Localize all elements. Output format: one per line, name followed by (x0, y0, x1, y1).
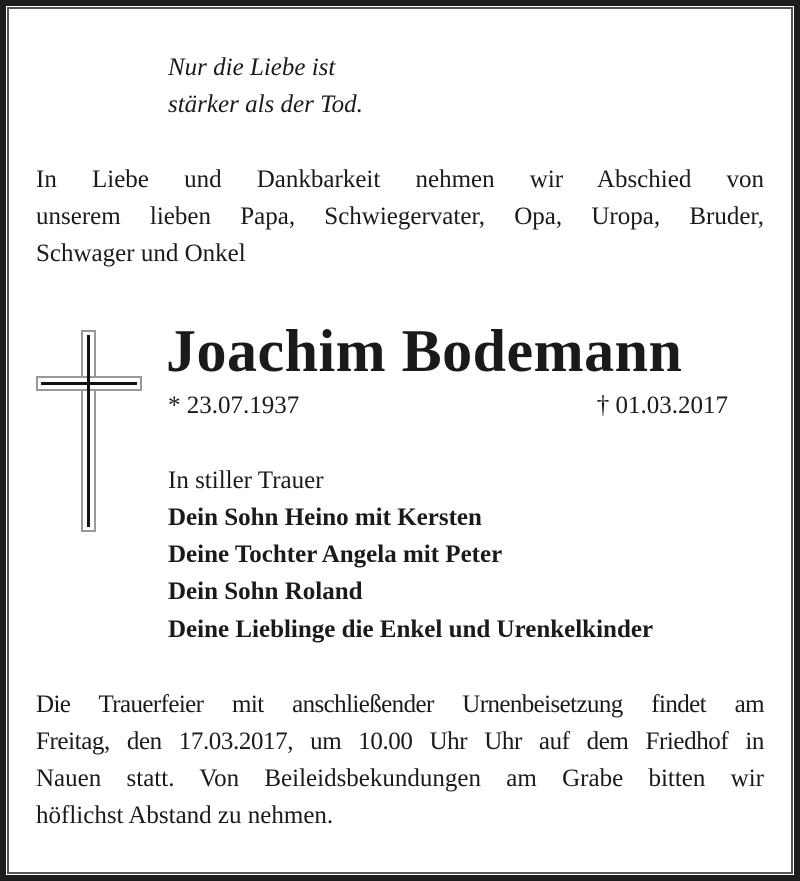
mourner-line: Dein Sohn Roland (168, 578, 363, 605)
intro-line: unserem lieben Papa, Schwiegervater, Opa, Uropa, Bruder, (36, 203, 764, 230)
motto-line: stärker als der Tod. (168, 91, 363, 118)
birth-date: * 23.07.1937 (168, 392, 300, 419)
mourner-line: Deine Lieblinge die Enkel und Urenkelkinder (168, 616, 654, 643)
mourner-line: Deine Tochter Angela mit Peter (168, 541, 503, 568)
service-line: Die Trauerfeier mit anschließender Urnenbeisetzung findet am (36, 691, 764, 718)
mourner-line: Dein Sohn Heino mit Kersten (168, 504, 482, 531)
service-line: Freitag, den 17.03.2017, um 10.00 Uhr Uhr auf dem Friedhof in (36, 728, 764, 755)
intro-line: Schwager und Onkel (36, 240, 246, 267)
service-line: höflichst Abstand zu nehmen. (36, 802, 334, 829)
motto-line: Nur die Liebe ist (168, 54, 336, 81)
mourners-heading: In stiller Trauer (168, 467, 324, 494)
death-date: † 01.03.2017 (596, 392, 728, 419)
service-line: Nauen statt. Von Beileidsbekundungen am Grabe bitten wir (36, 765, 764, 792)
deceased-name: Joachim Bodemann (166, 318, 683, 384)
intro-line: In Liebe und Dankbarkeit nehmen wir Abschied von (36, 166, 764, 193)
